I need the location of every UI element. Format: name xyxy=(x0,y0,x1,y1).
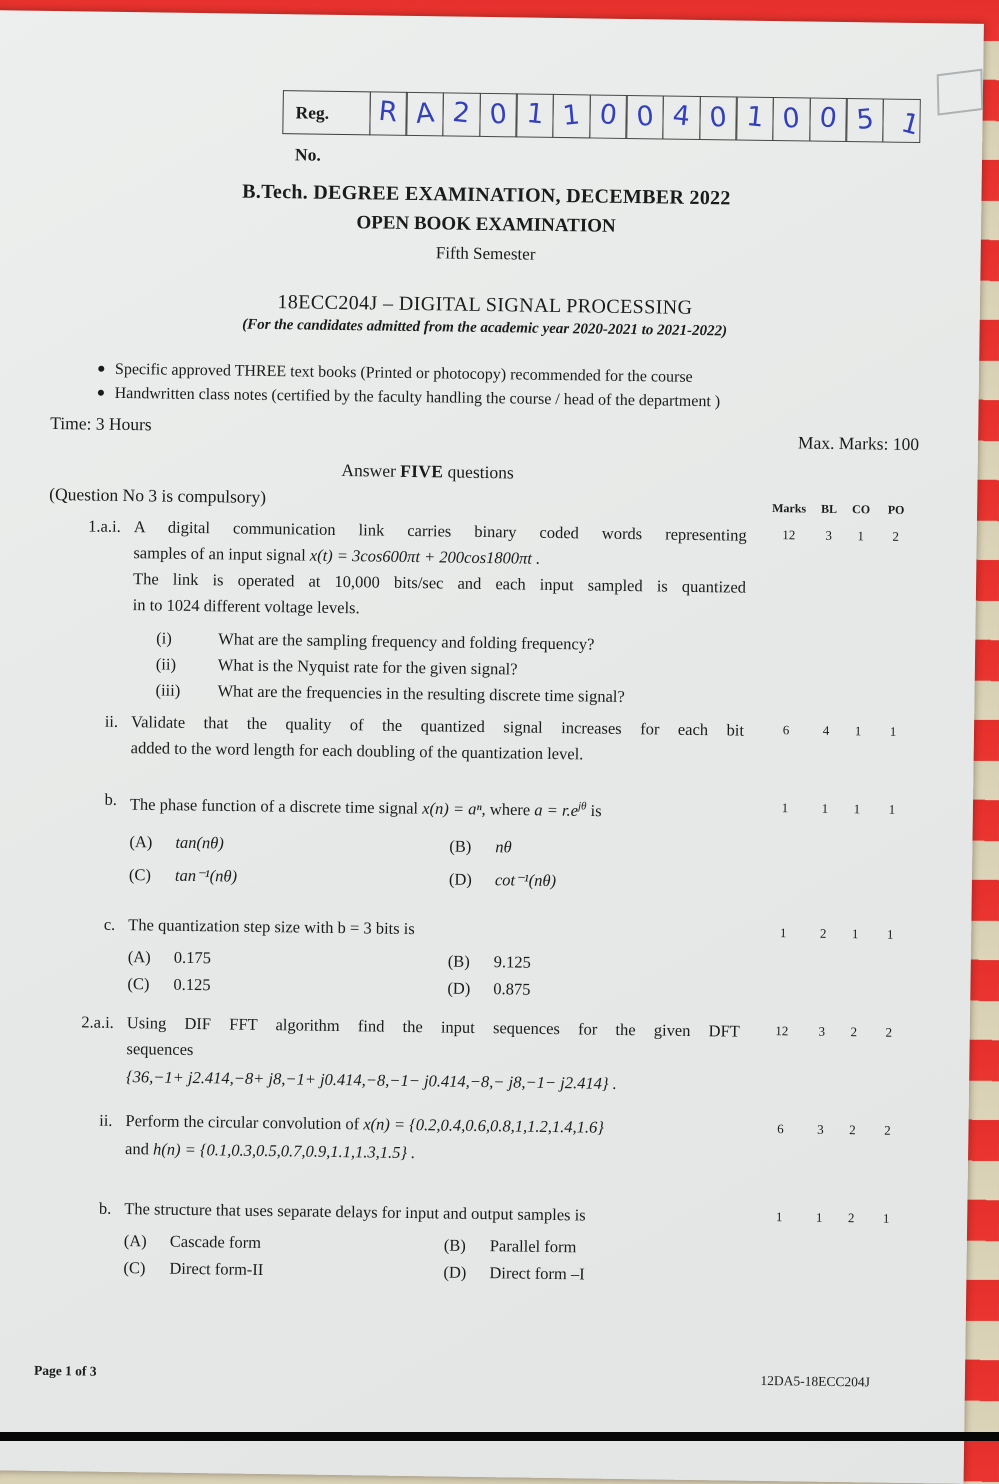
marks-value: 6 xyxy=(777,1120,784,1136)
marks-values xyxy=(757,1018,908,1102)
question-2aii xyxy=(40,1106,907,1174)
option-text: 0.125 xyxy=(173,974,211,994)
co-value: 1 xyxy=(853,801,861,817)
reg-no-cell xyxy=(699,96,738,141)
option-text: tan(nθ) xyxy=(175,832,224,852)
question-text-line: Using DIF FFT algorithm find the input sequences for the given DFT xyxy=(126,1012,740,1041)
sub-question-label: (i) xyxy=(156,628,172,648)
marks-value: 12 xyxy=(782,527,796,543)
reg-no-cell xyxy=(626,95,665,140)
reg-no-digit: 0 xyxy=(818,101,839,135)
sub-question-label: (ii) xyxy=(155,654,177,674)
question-label: 2.a.i. xyxy=(81,1011,115,1032)
question-text-line: The link is operated at 10,000 bits/sec and each input sampled is quantized xyxy=(132,569,747,597)
bl-header: BL xyxy=(821,501,838,516)
reg-no-cell xyxy=(479,93,518,138)
reg-no-label: Reg. No. xyxy=(282,90,371,135)
reg-no-digit: 0 xyxy=(598,98,619,132)
marks-values xyxy=(754,1204,905,1291)
reg-no-cell xyxy=(369,91,408,136)
po-header: PO xyxy=(887,502,905,517)
question-text-line xyxy=(130,787,743,826)
answer-suffix: questions xyxy=(443,461,514,483)
question-2b xyxy=(38,1194,905,1291)
option-d xyxy=(449,862,742,899)
max-marks: Max. Marks: 100 xyxy=(797,432,920,455)
bullet-icon: ● xyxy=(96,385,106,401)
reg-no-cell xyxy=(552,94,591,139)
option-key: (D) xyxy=(447,978,471,998)
page-footer xyxy=(34,1363,870,1391)
bl-value: 2 xyxy=(819,925,827,941)
question-text-line: added to the word length for each doubling of the quantization level. xyxy=(130,738,584,764)
option-text: Direct form –I xyxy=(489,1262,585,1283)
co-value: 1 xyxy=(854,723,862,739)
option-key: (C) xyxy=(127,973,150,993)
reg-no-cell xyxy=(589,94,628,139)
po-value: 1 xyxy=(888,801,896,817)
reg-no-table xyxy=(282,90,923,165)
option-key: (C) xyxy=(123,1257,146,1277)
option-text: 0.875 xyxy=(493,978,531,999)
question-label: b. xyxy=(98,1198,112,1218)
semester: Fifth Semester xyxy=(435,243,536,264)
reg-no-digit: 5 xyxy=(854,103,875,136)
equation: {36,−1+ j2.414,−8+ j8,−1+ j0.414,−8,−1− j0.414,−8,− j8,−1− j2.414} . xyxy=(125,1066,617,1093)
reg-no-cell xyxy=(442,92,481,137)
co-value: 2 xyxy=(847,1209,855,1225)
option-list xyxy=(129,825,743,900)
marks-header: Marks xyxy=(772,501,807,516)
question-text-line: Validate that the quality of the quantized signal increases for each bit xyxy=(130,712,745,740)
marks-value: 1 xyxy=(779,924,787,940)
marks-values xyxy=(758,920,909,1007)
reg-no-cell xyxy=(516,93,555,138)
equation-superscript: jθ xyxy=(577,800,587,813)
question-text: is xyxy=(586,800,602,821)
option-text: Parallel form xyxy=(489,1235,577,1256)
equation: x(n) = aⁿ xyxy=(422,798,482,819)
instruction-list xyxy=(50,357,917,417)
marks-values xyxy=(762,523,915,714)
exam-title: B.Tech. DEGREE EXAMINATION, DECEMBER 2022 xyxy=(242,180,731,210)
exam-subtitle: OPEN BOOK EXAMINATION xyxy=(356,212,616,237)
answer-count: FIVE xyxy=(400,460,444,482)
equation: x(n) = {0.2,0.4,0.6,0.8,1,1.2,1.4,1.6} xyxy=(363,1113,605,1137)
marks-column-header xyxy=(765,491,915,523)
equation: h(n) = {0.1,0.3,0.5,0.7,0.9,1.1,1.3,1.5} . xyxy=(152,1138,416,1162)
option-text: 9.125 xyxy=(493,951,532,972)
option-c xyxy=(123,1254,443,1285)
question-text: The phase function of a discrete time signal xyxy=(129,794,423,818)
option-key: (B) xyxy=(447,951,470,971)
reg-no-digit: 0 xyxy=(781,102,802,135)
question-label: c. xyxy=(103,914,116,934)
bl-value: 1 xyxy=(815,1209,823,1225)
question-text-line: A digital communication link carries binary coded words representing xyxy=(133,517,747,545)
time-marks-row xyxy=(50,412,920,455)
option-key: (A) xyxy=(129,831,153,851)
option-key: (A) xyxy=(127,946,151,966)
course-title: 18ECC204J – DIGITAL SIGNAL PROCESSING xyxy=(277,291,693,319)
reg-no-cell xyxy=(662,95,701,140)
option-key: (B) xyxy=(443,1235,466,1255)
option-key: (D) xyxy=(443,1262,467,1282)
marks-values xyxy=(756,1116,907,1174)
option-list xyxy=(127,943,741,1006)
page-number: Page 1 of 3 xyxy=(33,1362,97,1379)
option-a xyxy=(129,825,449,862)
bl-value: 3 xyxy=(825,527,833,543)
co-header: CO xyxy=(852,502,871,517)
reg-no-digit: A xyxy=(414,97,436,130)
option-d xyxy=(447,974,740,1005)
co-value: 1 xyxy=(857,528,865,544)
co-value: 1 xyxy=(851,925,859,941)
reg-no-cell xyxy=(845,98,884,143)
option-text: nθ xyxy=(495,836,512,856)
po-value: 1 xyxy=(882,1210,890,1226)
question-1b xyxy=(44,786,911,902)
sub-question-text: What is the Nyquist rate for the given signal? xyxy=(217,655,518,679)
question-text-line: in to 1024 different voltage levels. xyxy=(132,595,360,618)
reg-no-digit: 1 xyxy=(561,99,582,132)
question-text: and xyxy=(124,1138,154,1158)
question-1ai xyxy=(46,513,915,714)
reg-no-digit: 0 xyxy=(634,100,655,133)
option-text: cot⁻¹(nθ) xyxy=(494,869,557,890)
question-label: ii. xyxy=(99,1110,113,1130)
bl-value: 3 xyxy=(817,1121,824,1137)
marks-value: 1 xyxy=(775,1208,783,1224)
option-key: (B) xyxy=(449,836,472,856)
reg-no-cell xyxy=(735,96,774,141)
question-text-line: sequences xyxy=(126,1038,194,1059)
co-value: 2 xyxy=(850,1023,858,1039)
reg-no-digit: 2 xyxy=(451,96,472,130)
marks-value: 6 xyxy=(782,722,790,738)
instruction-text: Handwritten class notes (certified by the faculty handling the course / head of the department ) xyxy=(114,384,721,411)
reg-no-digit: 1 xyxy=(898,107,923,142)
question-label: b. xyxy=(104,789,118,809)
po-value: 2 xyxy=(884,1122,891,1138)
pencil-square-mark xyxy=(937,69,984,116)
reg-no-cell xyxy=(406,92,445,137)
question-label: ii. xyxy=(104,711,119,731)
compulsory-note: (Question No 3 is compulsory) xyxy=(49,483,267,507)
reg-no-cell xyxy=(882,99,921,144)
option-text: Cascade form xyxy=(169,1231,262,1252)
scanned-exam-paper xyxy=(0,10,984,1484)
sub-question-text: What are the sampling frequency and folding frequency? xyxy=(218,629,595,654)
sub-question-label: (iii) xyxy=(155,680,181,700)
option-text: Direct form-II xyxy=(169,1258,264,1279)
sub-question-text: What are the frequencies in the resulting discrete time signal? xyxy=(217,681,625,706)
bullet-icon: ● xyxy=(96,361,106,377)
reg-no-digit: 0 xyxy=(708,101,729,134)
question-text: , where xyxy=(481,799,535,820)
option-d xyxy=(443,1258,736,1289)
time-allowed: Time: 3 Hours xyxy=(50,412,152,435)
equation: a = r.e xyxy=(534,800,579,820)
reg-no-cell xyxy=(772,97,811,142)
marks-values xyxy=(760,796,911,902)
question-2ai xyxy=(41,1008,908,1102)
reg-no-digit: 1 xyxy=(744,100,765,134)
equation: x(t) = 3cos600πt + 200cos1800πt . xyxy=(309,545,541,568)
question-text-line: The quantization step size with b = 3 bits is xyxy=(128,914,415,938)
option-text: 0.175 xyxy=(173,947,212,967)
po-value: 1 xyxy=(889,723,897,739)
reg-no-digit: 0 xyxy=(488,98,509,131)
option-key: (D) xyxy=(448,869,472,889)
co-value: 2 xyxy=(849,1121,856,1137)
po-value: 2 xyxy=(885,1024,893,1040)
reg-no-cell xyxy=(809,98,848,143)
scan-bottom-edge xyxy=(0,1432,999,1441)
document-code: 12DA5-18ECC204J xyxy=(760,1372,871,1390)
admission-note: (For the candidates admitted from the academic year 2020-2021 to 2021-2022) xyxy=(242,316,728,340)
bl-value: 4 xyxy=(822,722,830,738)
question-label: 1.a.i. xyxy=(88,516,121,536)
question-text: samples of an input signal xyxy=(133,543,310,565)
po-value: 1 xyxy=(886,926,894,942)
option-list xyxy=(123,1227,737,1290)
option-key: (C) xyxy=(128,864,152,884)
sub-question-list xyxy=(155,625,745,711)
option-b xyxy=(449,829,742,866)
po-value: 2 xyxy=(892,528,900,544)
marks-values xyxy=(761,718,912,772)
instruction-text: Specific approved THREE text books (Printed or photocopy) recommended for the course xyxy=(114,360,693,386)
question-text: Perform the circular convolution of xyxy=(125,1110,364,1133)
option-b xyxy=(444,1231,737,1262)
reg-no-digit: R xyxy=(377,95,400,129)
option-text: tan⁻¹(nθ) xyxy=(174,865,238,886)
bl-value: 1 xyxy=(821,800,829,816)
bl-value: 3 xyxy=(818,1023,826,1039)
option-c xyxy=(127,970,447,1001)
option-key: (A) xyxy=(123,1230,147,1250)
answer-prefix: Answer xyxy=(341,460,401,481)
marks-value: 1 xyxy=(781,800,789,816)
reg-no-digit: 4 xyxy=(671,99,692,133)
option-c xyxy=(129,858,449,895)
question-text-line: The structure that uses separate delays for input and output samples is xyxy=(124,1198,586,1224)
option-b xyxy=(448,947,741,978)
reg-no-digit: 1 xyxy=(524,97,546,131)
question-1c xyxy=(42,910,909,1007)
question-1aii xyxy=(46,708,913,772)
marks-value: 12 xyxy=(775,1022,789,1038)
